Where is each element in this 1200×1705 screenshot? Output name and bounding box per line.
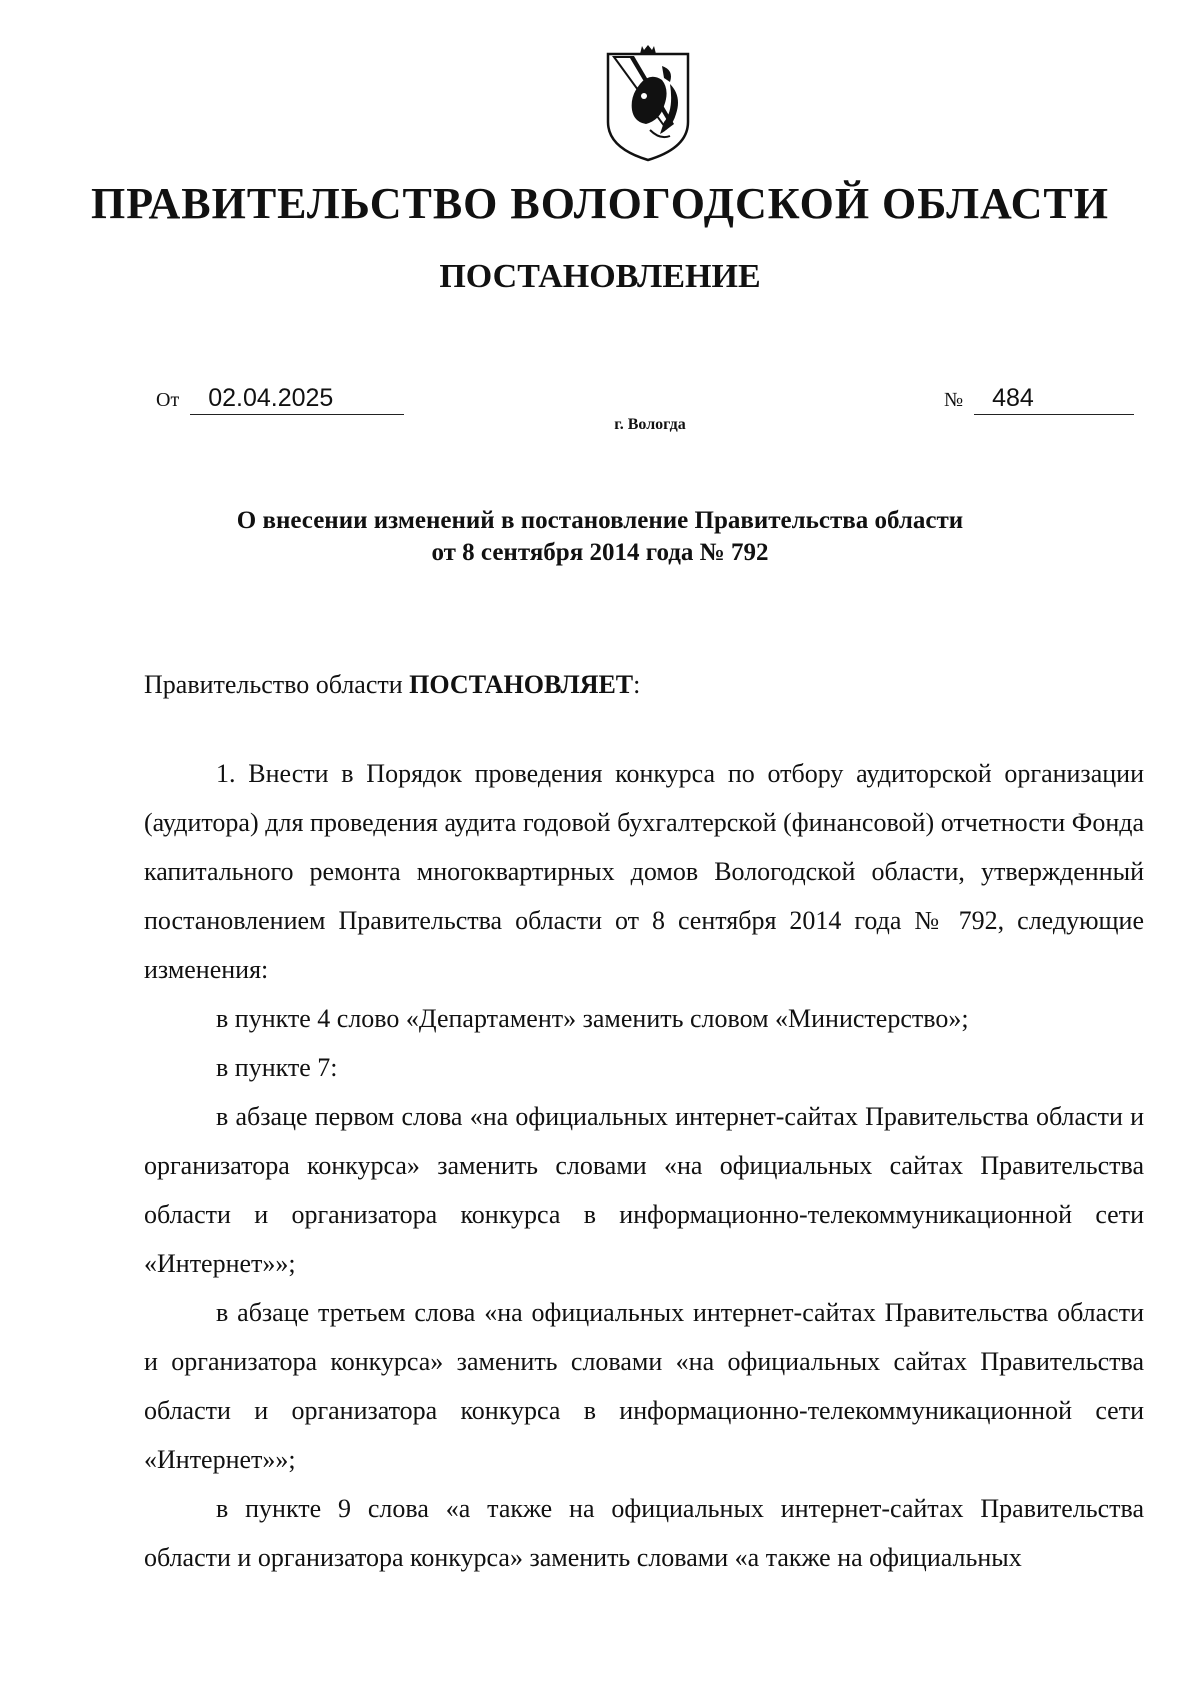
coat-of-arms-icon [604, 44, 692, 162]
date-value: 02.04.2025 [190, 384, 404, 415]
paragraph-1: 1. Внести в Порядок проведения конкурса по отбору аудиторской организации (аудитора) для проведения аудита годовой бухгалтерской (финансовой) отчетности Фонда капитального ремонта многоквартирных домов Вологодской области, утвержденный постановлением Правительства области от 8 сентября 2014 года № 792, следующие изменения: [144, 759, 1144, 984]
decree-verb: ПОСТАНОВЛЯЕТ [409, 670, 634, 699]
decree-lead: Правительство области [144, 670, 410, 699]
decree-subject [150, 505, 1050, 569]
document-type-title: ПОСТАНОВЛЕНИЕ [439, 258, 761, 295]
number-value: 484 [974, 384, 1134, 415]
city-label: г. Вологда [614, 416, 686, 433]
government-title: ПРАВИТЕЛЬСТВО ВОЛОГОДСКОЙ ОБЛАСТИ [91, 179, 1109, 228]
subject-line-1: О внесении изменений в постановление Правительства области [236, 507, 964, 534]
paragraph-3: в пункте 7: [216, 1053, 338, 1082]
number-prefix: № [944, 389, 964, 411]
paragraph-4: в абзаце первом слова «на официальных интернет-сайтах Правительства области и организатора конкурса» заменить словами «на официальных сайтах Правительства области и организатора конкурса в информационно-телекоммуникационной сети «Интернет»»; [144, 1102, 1144, 1278]
subject-line-2: от 8 сентября 2014 года № 792 [431, 539, 769, 566]
decree-date [156, 384, 404, 415]
paragraph-6: в пункте 9 слова «а также на официальных интернет-сайтах Правительства области и организатора конкурса» заменить словами «а также на официальных [144, 1494, 1144, 1572]
decree-colon: : [633, 670, 641, 699]
date-prefix: От [156, 389, 180, 411]
paragraph-5: в абзаце третьем слова «на официальных интернет-сайтах Правительства области и организатора конкурса» заменить словами «на официальных сайтах Правительства области и организатора конкурса в информационно-телекоммуникационной сети «Интернет»»; [144, 1298, 1144, 1474]
decree-statement [144, 660, 1144, 709]
decree-number [944, 384, 1134, 415]
decree-body [144, 660, 1144, 1582]
paragraph-2: в пункте 4 слово «Департамент» заменить словом «Министерство»; [216, 1004, 969, 1033]
